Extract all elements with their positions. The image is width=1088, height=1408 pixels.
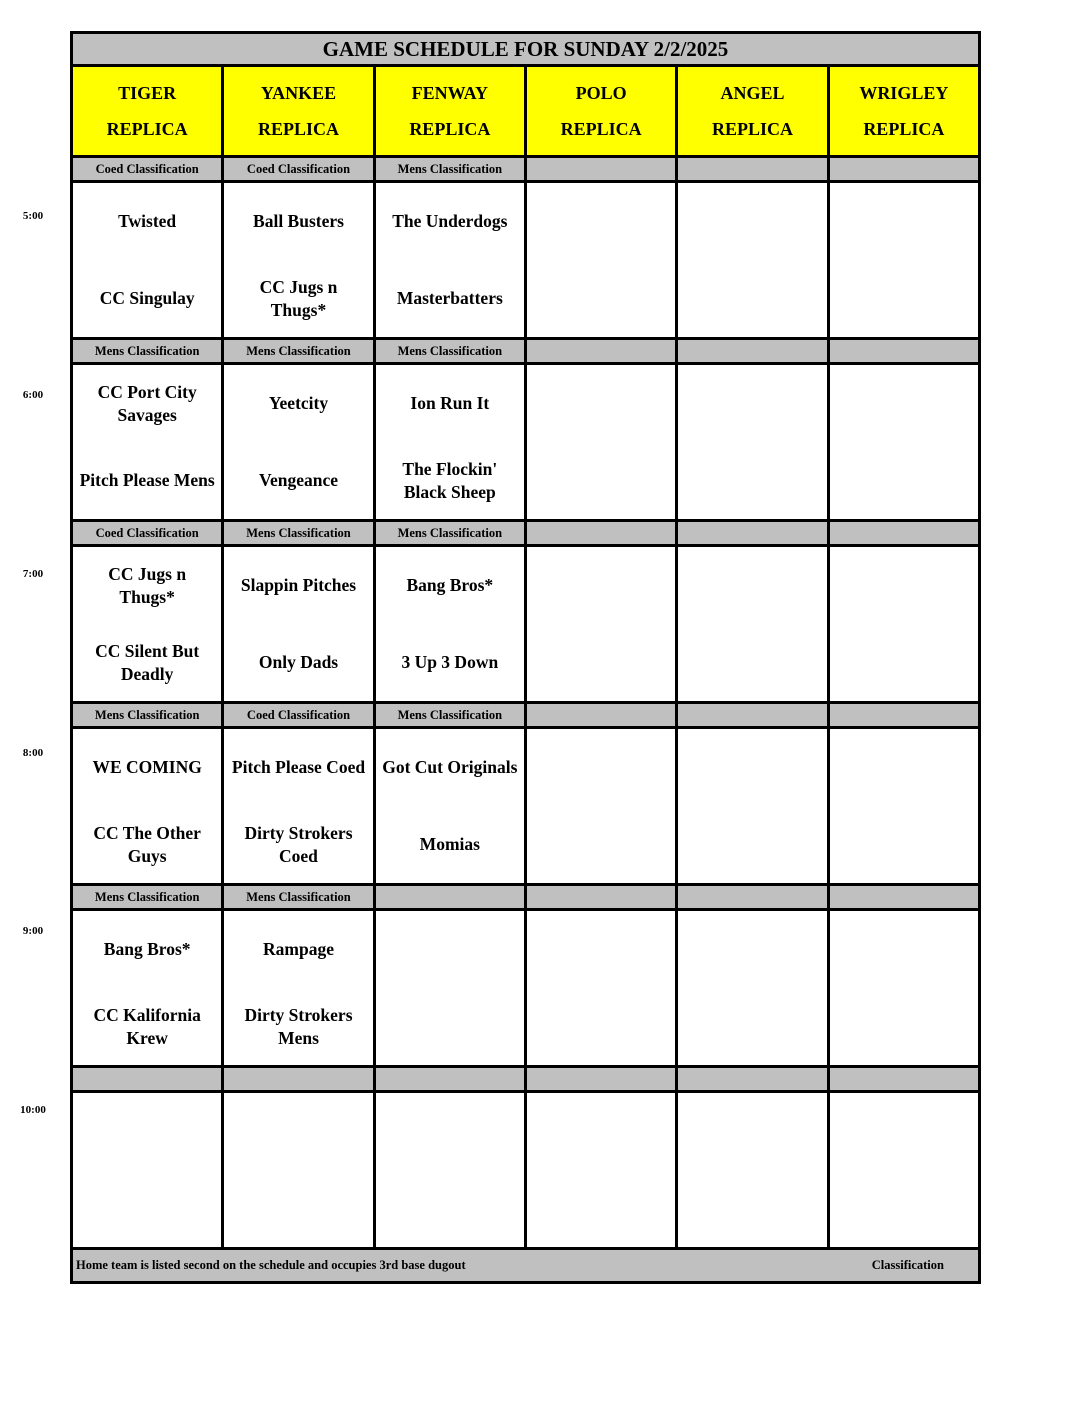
game-cell <box>224 183 372 337</box>
home-team <box>678 988 826 1065</box>
home-team: 3 Up 3 Down <box>401 652 499 673</box>
classification-cell <box>376 886 524 908</box>
time-label: 6:00 <box>22 389 44 401</box>
classification-cell <box>678 704 826 726</box>
away-team: Pitch Please Coed <box>231 757 366 778</box>
away-team <box>678 183 826 260</box>
game-cell <box>678 547 826 701</box>
home-team <box>527 442 675 519</box>
home-team <box>527 624 675 701</box>
away-team <box>527 365 675 442</box>
home-team <box>527 806 675 883</box>
field-name: ANGEL <box>720 82 785 103</box>
field-name: WRIGLEY <box>859 82 949 103</box>
game-cell <box>73 365 221 519</box>
footer-note: Home team is listed second on the schedule and occupies 3rd base dugout <box>76 1258 466 1272</box>
classification-cell <box>830 704 978 726</box>
away-team <box>678 1093 826 1170</box>
home-team <box>678 1170 826 1247</box>
field-name: POLO <box>575 82 627 103</box>
home-team: CC Singulay <box>99 288 195 309</box>
away-team: CC Jugs n Thugs* <box>108 563 187 607</box>
away-team <box>830 729 978 806</box>
classification-cell: Mens Classification <box>224 340 372 362</box>
home-team <box>527 260 675 337</box>
field-header-fenway <box>376 67 524 155</box>
home-team <box>224 1170 372 1247</box>
away-team <box>376 1093 524 1170</box>
home-team <box>830 624 978 701</box>
away-team <box>527 183 675 260</box>
away-team <box>678 547 826 624</box>
game-cell <box>678 911 826 1065</box>
classification-cell <box>830 522 978 544</box>
field-name: YANKEE <box>260 82 337 103</box>
home-team <box>678 806 826 883</box>
away-team <box>830 911 978 988</box>
away-team <box>527 547 675 624</box>
classification-cell: Mens Classification <box>73 704 221 726</box>
home-team <box>73 1170 221 1247</box>
classification-cell <box>678 522 826 544</box>
away-team: Ball Busters <box>253 211 344 232</box>
classification-cell: Coed Classification <box>224 158 372 180</box>
home-team: CC Kalifornia Krew <box>93 1004 201 1048</box>
home-team <box>830 442 978 519</box>
game-cell <box>527 183 675 337</box>
time-label: 9:00 <box>22 925 44 937</box>
away-team <box>527 911 675 988</box>
game-cell <box>830 365 978 519</box>
classification-cell: Mens Classification <box>376 158 524 180</box>
game-cell <box>376 547 524 701</box>
home-team <box>527 988 675 1065</box>
time-label: 8:00 <box>22 747 44 759</box>
classification-cell <box>527 340 675 362</box>
home-team <box>678 624 826 701</box>
classification-cell: Mens Classification <box>224 522 372 544</box>
away-team <box>527 729 675 806</box>
game-cell <box>678 183 826 337</box>
game-cell <box>527 365 675 519</box>
away-team <box>830 1093 978 1170</box>
game-cell <box>830 729 978 883</box>
field-subtitle: REPLICA <box>863 118 945 139</box>
away-team <box>678 911 826 988</box>
classification-cell <box>527 158 675 180</box>
home-team <box>376 988 524 1065</box>
away-team <box>830 365 978 442</box>
classification-cell <box>527 1068 675 1090</box>
away-team: CC Port City Savages <box>97 381 197 425</box>
field-subtitle: REPLICA <box>106 118 188 139</box>
classification-cell: Coed Classification <box>224 704 372 726</box>
home-team <box>376 1170 524 1247</box>
game-cell <box>73 183 221 337</box>
home-team: Dirty Strokers Coed <box>244 822 353 866</box>
classification-cell <box>678 886 826 908</box>
game-cell <box>376 183 524 337</box>
field-name: TIGER <box>118 82 177 103</box>
away-team: Rampage <box>263 939 334 960</box>
classification-cell: Mens Classification <box>73 340 221 362</box>
game-cell <box>376 365 524 519</box>
game-cell <box>73 729 221 883</box>
field-header-wrigley <box>830 67 978 155</box>
classification-cell <box>830 158 978 180</box>
away-team: Bang Bros* <box>406 575 494 596</box>
game-cell <box>224 365 372 519</box>
time-label: 7:00 <box>22 568 44 580</box>
game-cell <box>376 1093 524 1247</box>
game-cell <box>224 547 372 701</box>
field-header-tiger <box>73 67 221 155</box>
game-cell <box>830 183 978 337</box>
game-cell <box>73 547 221 701</box>
home-team: The Flockin' Black Sheep <box>402 458 498 502</box>
home-team <box>830 1170 978 1247</box>
game-cell <box>73 911 221 1065</box>
away-team <box>678 365 826 442</box>
game-cell <box>678 365 826 519</box>
schedule-title: GAME SCHEDULE FOR SUNDAY 2/2/2025 <box>73 34 978 64</box>
classification-cell <box>678 1068 826 1090</box>
footer-label: Classification <box>871 1258 944 1272</box>
home-team: Vengeance <box>258 470 339 491</box>
time-label: 10:00 <box>20 1104 46 1116</box>
classification-cell: Mens Classification <box>376 522 524 544</box>
classification-cell <box>527 522 675 544</box>
game-cell <box>527 1093 675 1247</box>
game-cell <box>527 729 675 883</box>
home-team: Only Dads <box>258 652 339 673</box>
classification-cell: Mens Classification <box>376 340 524 362</box>
away-team <box>830 547 978 624</box>
home-team: CC Jugs n Thugs* <box>259 276 338 320</box>
home-team <box>527 1170 675 1247</box>
game-cell <box>830 1093 978 1247</box>
game-cell <box>73 1093 221 1247</box>
home-team <box>678 442 826 519</box>
home-team: CC Silent But Deadly <box>95 640 200 684</box>
schedule-table <box>70 31 981 1284</box>
game-cell <box>224 911 372 1065</box>
away-team: The Underdogs <box>392 211 508 232</box>
away-team: WE COMING <box>92 757 202 778</box>
classification-cell: Mens Classification <box>376 704 524 726</box>
away-team: Ion Run It <box>410 393 490 414</box>
field-subtitle: REPLICA <box>560 118 642 139</box>
field-subtitle: REPLICA <box>711 118 793 139</box>
home-team: Momias <box>419 834 480 855</box>
game-cell <box>376 729 524 883</box>
home-team: CC The Other Guys <box>93 822 201 866</box>
classification-cell <box>73 1068 221 1090</box>
game-cell <box>224 729 372 883</box>
game-cell <box>376 911 524 1065</box>
classification-cell: Coed Classification <box>73 522 221 544</box>
home-team <box>678 260 826 337</box>
classification-cell <box>830 340 978 362</box>
field-header-polo <box>527 67 675 155</box>
home-team <box>830 806 978 883</box>
field-name: FENWAY <box>411 82 488 103</box>
field-header-angel <box>678 67 826 155</box>
game-cell <box>527 547 675 701</box>
game-cell <box>678 1093 826 1247</box>
game-cell <box>527 911 675 1065</box>
game-cell <box>830 911 978 1065</box>
classification-cell: Coed Classification <box>73 158 221 180</box>
away-team: Slappin Pitches <box>240 575 357 596</box>
home-team: Pitch Please Mens <box>79 470 215 491</box>
field-header-yankee <box>224 67 372 155</box>
away-team <box>376 911 524 988</box>
game-cell <box>678 729 826 883</box>
classification-cell <box>224 1068 372 1090</box>
away-team: Got Cut Originals <box>382 757 518 778</box>
classification-cell <box>527 886 675 908</box>
classification-cell <box>830 886 978 908</box>
classification-cell <box>376 1068 524 1090</box>
away-team: Twisted <box>118 211 177 232</box>
home-team: Masterbatters <box>396 288 503 309</box>
home-team <box>830 988 978 1065</box>
away-team: Bang Bros* <box>103 939 191 960</box>
away-team: Yeetcity <box>268 393 329 414</box>
field-subtitle: REPLICA <box>257 118 339 139</box>
time-label: 5:00 <box>22 210 44 222</box>
home-team: Dirty Strokers Mens <box>244 1004 353 1048</box>
classification-cell <box>830 1068 978 1090</box>
game-cell <box>224 1093 372 1247</box>
home-team <box>830 260 978 337</box>
away-team <box>224 1093 372 1170</box>
footer-row <box>73 1250 978 1281</box>
classification-cell: Mens Classification <box>224 886 372 908</box>
away-team <box>73 1093 221 1170</box>
away-team <box>527 1093 675 1170</box>
classification-cell <box>527 704 675 726</box>
classification-cell <box>678 158 826 180</box>
classification-cell <box>678 340 826 362</box>
away-team <box>678 729 826 806</box>
field-subtitle: REPLICA <box>409 118 491 139</box>
away-team <box>830 183 978 260</box>
classification-cell: Mens Classification <box>73 886 221 908</box>
game-cell <box>830 547 978 701</box>
